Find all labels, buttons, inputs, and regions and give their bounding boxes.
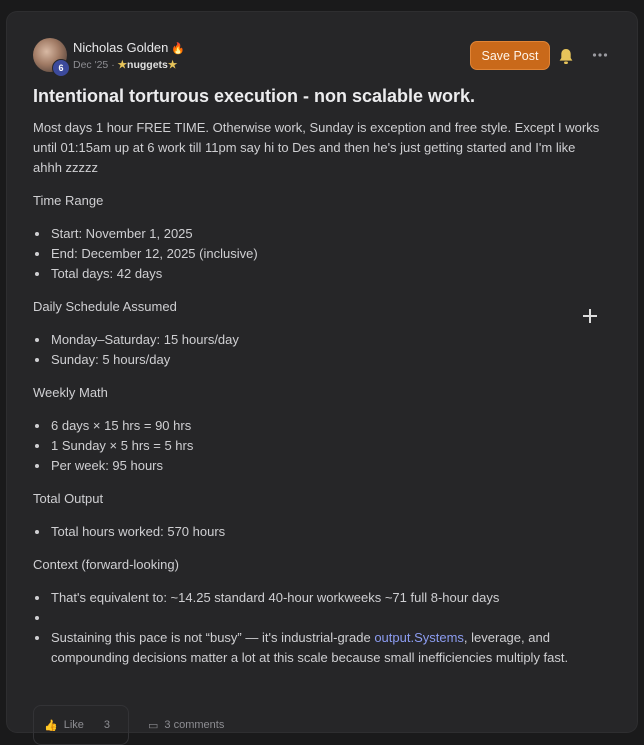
- section-heading: Time Range: [33, 193, 104, 208]
- meta-separator: ·: [111, 59, 115, 71]
- post-meta: [73, 59, 177, 71]
- comments-label: 3 comments: [164, 719, 225, 731]
- bullet-list: [33, 416, 603, 476]
- list-item: End: December 12, 2025 (inclusive): [33, 244, 603, 264]
- like-count: 3: [103, 719, 111, 731]
- post-body: [33, 118, 603, 668]
- author-name[interactable]: Nicholas Golden: [73, 40, 169, 55]
- post-card: [7, 12, 637, 732]
- bullet-list: [33, 588, 603, 668]
- list-item: Sunday: 5 hours/day: [33, 350, 603, 370]
- context-text: Sustaining this pace is not “busy” — it's industrial-grade: [51, 630, 375, 645]
- list-item: 1 Sunday × 5 hrs = 5 hrs: [33, 436, 603, 456]
- bullet-list: [33, 224, 603, 284]
- list-item: [33, 608, 603, 628]
- thumbs-up-icon: 👍: [44, 719, 58, 732]
- post-intro: Most days 1 hour FREE TIME. Otherwise work, Sunday is exception and free style. Except I works until 01:15am up at 6 work till 11pm say hi to Des and then he's just getting started and I'm like ahhh zzzzz: [33, 120, 600, 175]
- bell-icon[interactable]: [558, 48, 574, 65]
- list-item: [33, 628, 603, 668]
- post-title: Intentional torturous execution - non scalable work.: [33, 86, 476, 106]
- bullet-list: [33, 330, 603, 370]
- category-link[interactable]: nuggets: [127, 59, 168, 71]
- section-heading: Context (forward-looking): [33, 557, 179, 572]
- list-item: 6 days × 15 hrs = 90 hrs: [33, 416, 603, 436]
- level-badge: 6: [52, 59, 70, 77]
- bullet-list: [33, 522, 603, 542]
- list-item: Total days: 42 days: [33, 264, 603, 284]
- cursor-crosshair-icon: [583, 309, 597, 323]
- like-button[interactable]: [33, 705, 129, 745]
- list-item: Start: November 1, 2025: [33, 224, 603, 244]
- list-item: Total hours worked: 570 hours: [33, 522, 603, 542]
- comments-button[interactable]: [137, 705, 247, 745]
- save-post-button[interactable]: Save Post: [470, 41, 550, 70]
- fire-icon: 🔥: [171, 43, 186, 55]
- like-label: Like: [63, 719, 84, 731]
- section-heading: Daily Schedule Assumed: [33, 299, 177, 314]
- output-systems-link[interactable]: output.Systems: [374, 630, 464, 645]
- more-options-icon[interactable]: [592, 52, 608, 58]
- author-name-row: [73, 40, 185, 55]
- star-icon: ★: [117, 59, 128, 71]
- section-heading: Total Output: [33, 491, 104, 506]
- context-text: , leverage, and compounding decisions matter a lot at this scale because small inefficiencies multiply fast.: [51, 630, 569, 665]
- star-icon: ★: [167, 59, 178, 71]
- comment-icon: ▭: [148, 719, 159, 732]
- list-item: Monday–Saturday: 15 hours/day: [33, 330, 603, 350]
- list-item: Per week: 95 hours: [33, 456, 603, 476]
- section-heading: Weekly Math: [33, 385, 108, 400]
- list-item: That's equivalent to: ~14.25 standard 40-hour workweeks ~71 full 8-hour days: [33, 588, 603, 608]
- post-date: Dec '25: [73, 59, 109, 71]
